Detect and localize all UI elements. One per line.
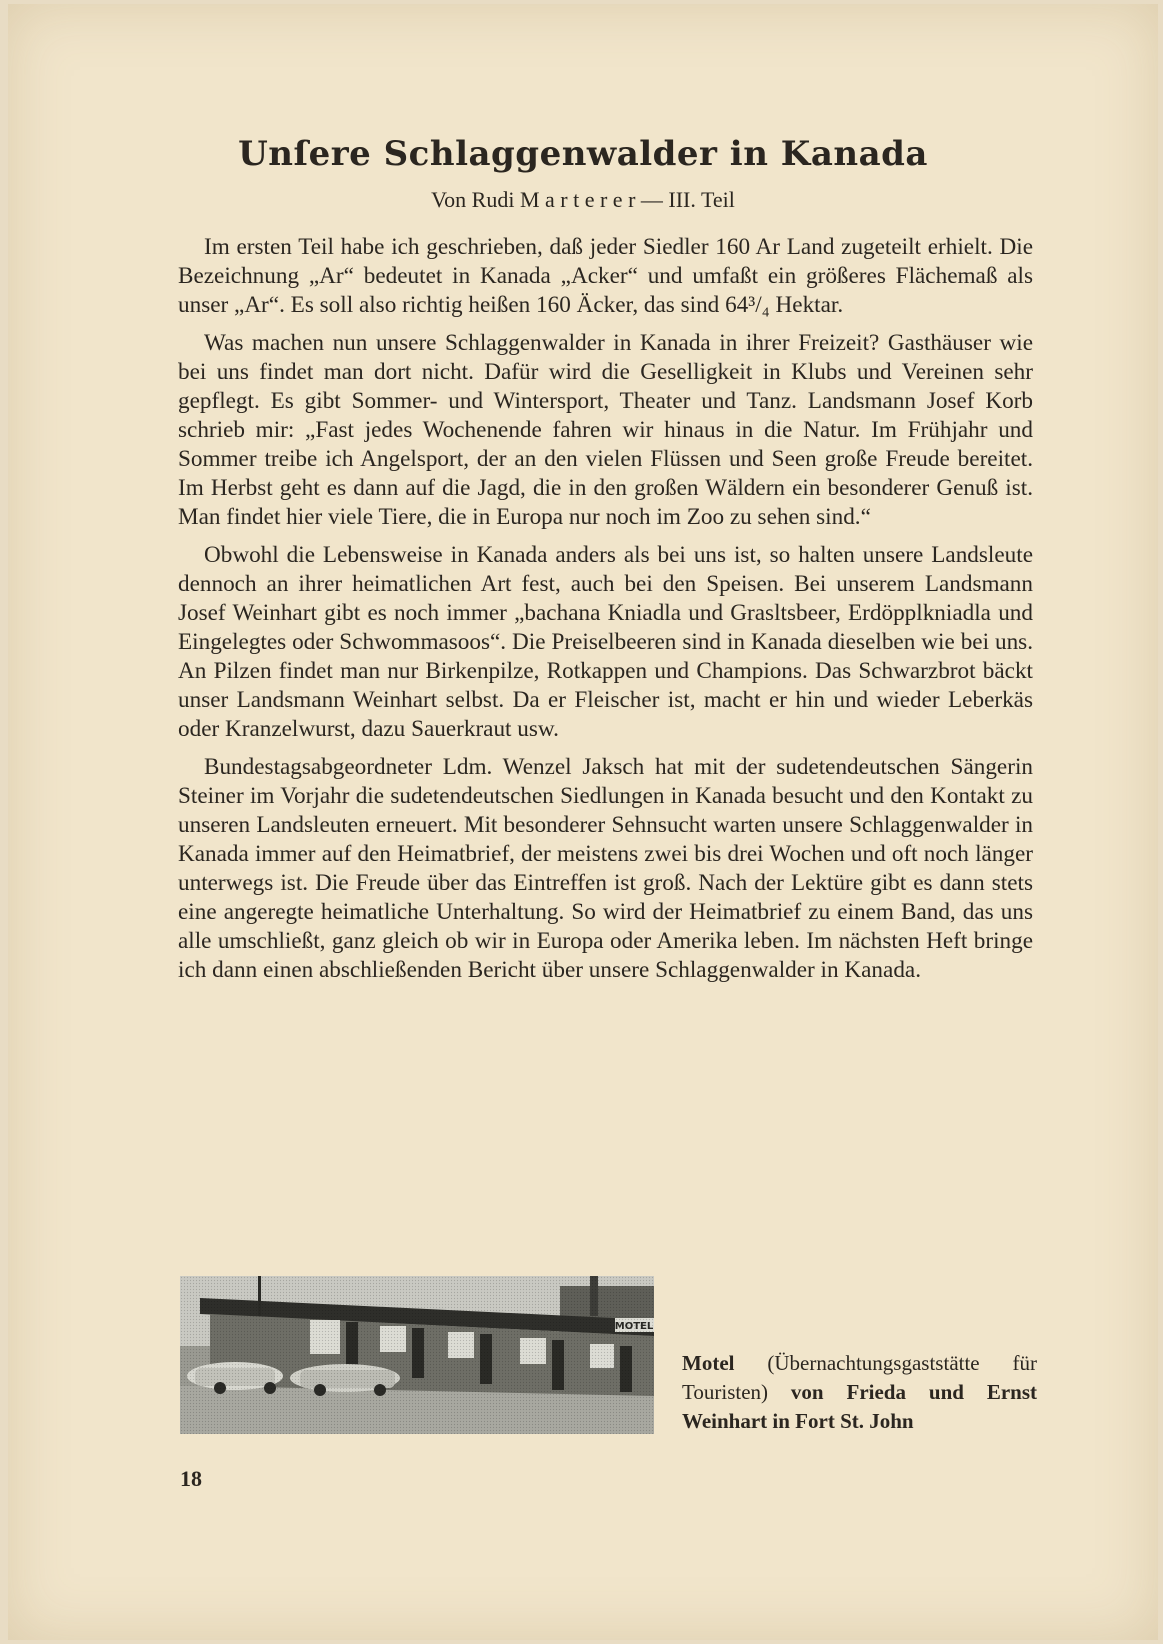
paragraph: Bundestagsabgeordneter Ldm. Wenzel Jaksch hat mit der sudetendeutschen Sängerin Steiner im Vorjahr die sudetendeutschen Siedlungen in Kanada besucht und den Kontakt zu unseren Landsleuten erneuert. Mit besonderer Sehnsucht warten unsere Schlaggenwalder in Kanada immer auf den Heimatbrief, der meistens zwei bis drei Wochen und oft noch länger unterwegs ist. Die Freude über das Eintreffen ist groß. Nach der Lektüre gibt es dann stets eine angeregte heimatliche Unterhaltung. So wird der Heimatbrief zu einem Band, das uns alle umschließt, ganz gleich ob wir in Europa oder Amerika leben. Im nächsten Heft bringe ich dann einen abschließenden Bericht über unsere Schlaggenwalder in Kanada. — [178, 754, 1033, 983]
article-title: Unſere Schlaggenwalder in Kanada — [238, 134, 928, 174]
photo-caption — [682, 1349, 1037, 1436]
paragraph: Obwohl die Lebensweise in Kanada anders als bei uns ist, so halten unsere Landsleute dennoch an ihrer heimatlichen Art fest, auch bei den Speisen. Bei unserem Landsmann Josef Weinhart gibt es noch immer „bachana Kniadla und Grasltsbeer, Erdöpplkniadla und Eingelegtes oder Schwommasoos“. Die Preiselbeeren sind in Kanada dieselben wie bei uns. An Pilzen findet man nur Birkenpilze, Rotkappen und Champions. Das Schwarzbrot bäckt unser Landsmann Weinhart selbst. Da er Fleischer ist, macht er hin und wieder Leberkäs oder Kranzelwurst, dazu Sauerkraut usw. — [178, 542, 1033, 742]
article-body — [178, 233, 1033, 994]
motel-photo — [180, 1276, 654, 1434]
paragraph: Was machen nun unsere Schlaggenwalder in Kanada in ihrer Freizeit? Gasthäuser wie bei uns findet man dort nicht. Dafür wird die Geselligkeit in Klubs und Vereinen sehr gepflegt. Es gibt Sommer- und Wintersport, Theater und Tanz. Landsmann Josef Korb schrieb mir: „Fast jedes Wochenende fahren wir hinaus in die Natur. Im Frühjahr und Sommer treibe ich Angelsport, der an den vielen Flüssen und Seen große Freude bereitet. Im Herbst geht es dann auf die Jagd, die in den großen Wäldern ein besonderer Genuß ist. Man findet hier viele Tiere, die in Europa nur noch im Zoo zu sehen sind.“ — [178, 330, 1033, 530]
article-byline: Von Rudi M a r t e r e r — III. Teil — [431, 187, 735, 212]
paragraph: Im ersten Teil habe ich geschrieben, daß jeder Siedler 160 Ar Land zugeteilt erhielt. Die Bezeichnung „Ar“ bedeutet in Kanada „Acker“ und umfaßt ein größeres Flächemaß als unser „Ar“. Es soll also richtig heißen 160 Äcker, das sind 64³/₄ Hektar. — [178, 234, 1033, 318]
caption-owners: von Frieda und Ernst Weinhart in Fort St. John — [682, 1380, 1038, 1433]
document-page — [8, 4, 1158, 1640]
page-number: 18 — [180, 1466, 202, 1491]
caption-title: Motel — [682, 1351, 735, 1375]
caption-description: (Übernachtungsgaststätte für Touristen) — [682, 1351, 1037, 1404]
